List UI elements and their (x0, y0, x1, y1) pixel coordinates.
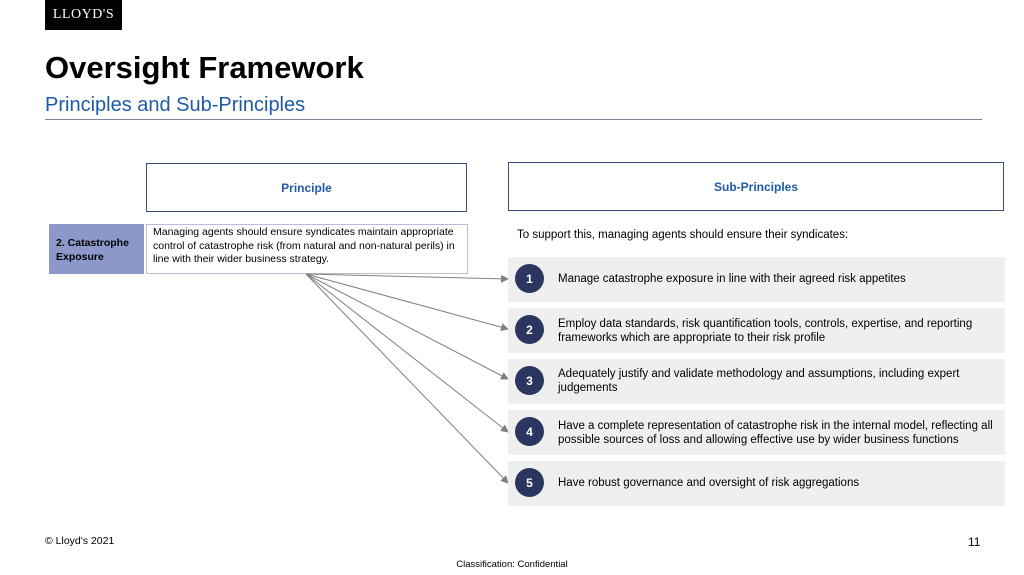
sub-principle-number: 1 (515, 264, 544, 293)
sub-principle-row (508, 410, 1005, 455)
sub-principle-number: 5 (515, 468, 544, 497)
classification-label: Classification: Confidential (456, 559, 568, 570)
connector-arrow-1 (306, 274, 508, 279)
principle-header-label: Principle (281, 180, 332, 195)
support-intro: To support this, managing agents should ensure their syndicates: (517, 229, 849, 241)
sub-principle-row (508, 461, 1005, 506)
sub-principle-text: Have a complete representation of catastrophe risk in the internal model, reflecting all possible sources of loss and allowing effective use by wider business functions (558, 420, 993, 446)
sub-principle-number: 4 (515, 417, 544, 446)
principle-statement: Managing agents should ensure syndicates maintain appropriate control of catastrophe risk (from natural and non-natural perils) in line with their wider business strategy. (146, 224, 468, 274)
copyright: © Lloyd's 2021 (45, 535, 115, 547)
sub-principle-number: 3 (515, 366, 544, 395)
lloyds-logo: LLOYD'S (45, 0, 122, 30)
sub-principle-text: Adequately justify and validate methodology and assumptions, including expert judgements (558, 368, 960, 394)
connector-arrow-4 (306, 274, 508, 432)
sub-principle-text: Have robust governance and oversight of risk aggregations (558, 477, 860, 489)
page-title: Oversight Framework (45, 50, 364, 85)
sub-principle-text: Employ data standards, risk quantification tools, controls, expertise, and reporting frameworks which are appropriate to their risk profile (558, 318, 973, 344)
sub-principle-row (508, 308, 1005, 353)
sub-principle-text: Manage catastrophe exposure in line with their agreed risk appetites (558, 273, 906, 285)
connector-arrow-3 (306, 274, 508, 379)
connector-arrow-5 (306, 274, 508, 483)
page-subtitle: Principles and Sub-Principles (45, 94, 306, 116)
sub-principle-row (508, 257, 1005, 302)
principle-category-label: 2. Catastrophe Exposure (49, 224, 144, 274)
page-number: 11 (968, 535, 981, 549)
sub-principle-number: 2 (515, 315, 544, 344)
sub-principles-header-label: Sub-Principles (713, 179, 799, 194)
connector-arrow-2 (306, 274, 508, 329)
sub-principle-row (508, 359, 1005, 404)
